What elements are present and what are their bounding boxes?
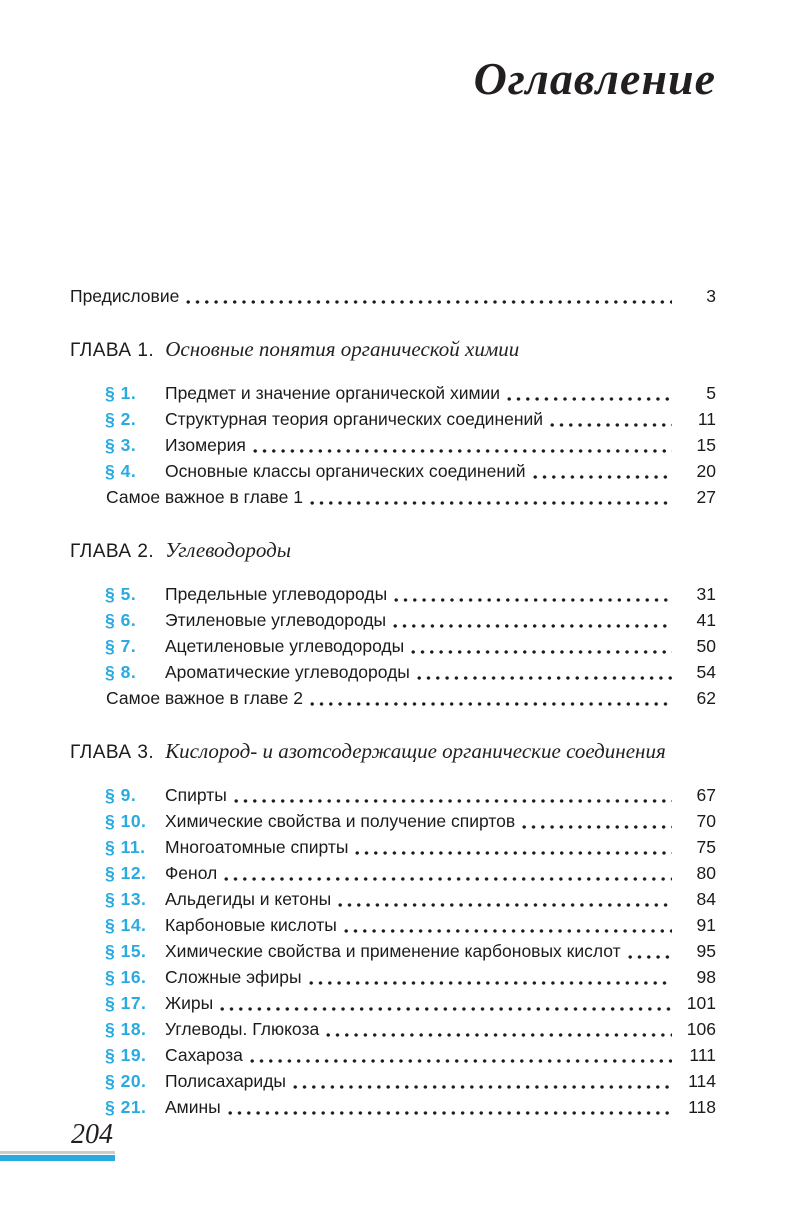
entry-title: Основные классы органических соединений (165, 461, 526, 481)
entry-title: Химические свойства и получение спиртов (165, 811, 516, 831)
dot-leader (338, 902, 672, 908)
dot-leader (253, 448, 672, 454)
chapter-name: Основные понятия органической химии (165, 337, 520, 361)
entry-page-number: 41 (696, 610, 716, 630)
dot-leader (293, 1084, 672, 1090)
section-number: § 4. (105, 461, 137, 481)
section-number: § 14. (105, 915, 147, 935)
toc-entry (70, 938, 716, 964)
entry-title: Самое важное в главе 1 (106, 487, 303, 507)
entry-page-number: 11 (697, 409, 716, 429)
entry-title: Полисахариды (165, 1071, 286, 1091)
toc-entry (70, 1068, 716, 1094)
section-number: § 13. (105, 889, 147, 909)
entry-page-number: 62 (696, 688, 716, 708)
chapter-label: ГЛАВА 2. (70, 541, 155, 562)
section-number: § 21. (105, 1097, 147, 1117)
entry-page-number: 111 (689, 1045, 716, 1065)
section-number: § 20. (105, 1071, 147, 1091)
dot-leader (507, 396, 672, 402)
chapter-name: Кислород- и азотсодержащие органические соединения (165, 739, 666, 763)
section-number: § 1. (105, 383, 137, 403)
entry-page-number: 80 (696, 863, 716, 883)
section-number: § 3. (105, 435, 137, 455)
entry-title: Изомерия (165, 435, 246, 455)
entry-title: Карбоновые кислоты (165, 915, 337, 935)
entry-page-number: 27 (696, 487, 716, 507)
toc-entry (70, 1042, 716, 1068)
entry-title: Структурная теория органических соединений (165, 409, 544, 429)
entry-title: Сахароза (165, 1045, 243, 1065)
dot-leader (310, 500, 672, 506)
dot-leader (250, 1058, 672, 1064)
toc-entry (70, 581, 716, 607)
entry-page-number: 118 (688, 1097, 716, 1117)
toc-entry (70, 380, 716, 406)
dot-leader (393, 623, 672, 629)
entry-page-number: 101 (686, 993, 716, 1013)
footer-accent-bar (0, 1155, 115, 1161)
entry-title: Ацетиленовые углеводороды (165, 636, 405, 656)
toc-entry (70, 432, 716, 458)
toc-entry (70, 406, 716, 432)
toc-entry-chapter-summary (70, 484, 716, 510)
entry-page-number: 5 (706, 383, 716, 403)
dot-leader (220, 1006, 672, 1012)
entry-title: Предисловие (70, 286, 180, 306)
footer-grey-line (0, 1151, 115, 1154)
entry-page-number: 84 (696, 889, 716, 909)
dot-leader (628, 954, 672, 960)
dot-leader (394, 597, 672, 603)
toc-entry (70, 607, 716, 633)
table-of-contents (70, 283, 716, 1120)
entry-title: Предмет и значение органической химии (165, 383, 501, 403)
section-number: § 11. (105, 837, 146, 857)
section-number: § 5. (105, 584, 137, 604)
chapter-heading (70, 536, 716, 566)
entry-title: Химические свойства и применение карбоновых кислот (165, 941, 621, 961)
toc-entry (70, 458, 716, 484)
chapter-name: Углеводороды (165, 538, 291, 562)
entry-title: Предельные углеводороды (165, 584, 388, 604)
dot-leader (224, 876, 672, 882)
dot-leader (417, 675, 672, 681)
entry-page-number: 114 (688, 1071, 716, 1091)
chapter-label: ГЛАВА 1. (70, 340, 155, 361)
section-number: § 2. (105, 409, 137, 429)
entry-page-number: 95 (696, 941, 716, 961)
toc-entry (70, 782, 716, 808)
entry-title: Амины (165, 1097, 221, 1117)
dot-leader (234, 798, 672, 804)
entry-page-number: 15 (696, 435, 716, 455)
chapter-heading (70, 737, 716, 767)
entry-page-number: 20 (696, 461, 716, 481)
entry-page-number: 54 (696, 662, 716, 682)
entry-page-number: 91 (696, 915, 716, 935)
section-number: § 19. (105, 1045, 147, 1065)
entry-page-number: 106 (686, 1019, 716, 1039)
dot-leader (522, 824, 672, 830)
toc-entry-preface (70, 283, 716, 309)
entry-title: Жиры (165, 993, 214, 1013)
dot-leader (309, 980, 672, 986)
entry-title: Ароматические углеводороды (165, 662, 410, 682)
dot-leader (550, 422, 672, 428)
entry-page-number: 70 (696, 811, 716, 831)
toc-entry (70, 912, 716, 938)
dot-leader (355, 850, 672, 856)
dot-leader (186, 299, 672, 305)
entry-title: Фенол (165, 863, 218, 883)
dot-leader (411, 649, 672, 655)
entry-title: Углеводы. Глюкоза (165, 1019, 320, 1039)
section-number: § 6. (105, 610, 137, 630)
toc-entry (70, 1016, 716, 1042)
section-number: § 9. (105, 785, 137, 805)
section-number: § 16. (105, 967, 147, 987)
toc-entry (70, 808, 716, 834)
entry-title: Альдегиды и кетоны (165, 889, 332, 909)
section-number: § 15. (105, 941, 147, 961)
dot-leader (326, 1032, 672, 1038)
page-title: Оглавление (473, 53, 716, 104)
section-number: § 7. (105, 636, 137, 656)
toc-entry (70, 886, 716, 912)
section-number: § 18. (105, 1019, 147, 1039)
dot-leader (344, 928, 672, 934)
entry-title: Этиленовые углеводороды (165, 610, 387, 630)
toc-entry (70, 990, 716, 1016)
chapters-container (70, 335, 716, 1120)
chapter-label: ГЛАВА 3. (70, 742, 155, 763)
entry-page-number: 98 (696, 967, 716, 987)
toc-entry (70, 633, 716, 659)
entry-page-number: 3 (706, 286, 716, 306)
entry-title: Спирты (165, 785, 227, 805)
toc-entry (70, 834, 716, 860)
entry-page-number: 50 (696, 636, 716, 656)
entry-page-number: 31 (696, 584, 716, 604)
section-number: § 12. (105, 863, 147, 883)
entry-title: Самое важное в главе 2 (106, 688, 303, 708)
toc-entry (70, 659, 716, 685)
dot-leader (310, 701, 672, 707)
toc-entry (70, 964, 716, 990)
chapter-heading (70, 335, 716, 365)
dot-leader (228, 1110, 672, 1116)
entry-page-number: 67 (696, 785, 716, 805)
entry-title: Сложные эфиры (165, 967, 302, 987)
toc-entry (70, 1094, 716, 1120)
entry-title: Многоатомные спирты (165, 837, 349, 857)
section-number: § 17. (105, 993, 147, 1013)
entry-page-number: 75 (696, 837, 716, 857)
toc-entry-chapter-summary (70, 685, 716, 711)
section-number: § 8. (105, 662, 137, 682)
section-number: § 10. (105, 811, 147, 831)
dot-leader (533, 474, 672, 480)
toc-entry (70, 860, 716, 886)
folio-number: 204 (71, 1119, 113, 1150)
